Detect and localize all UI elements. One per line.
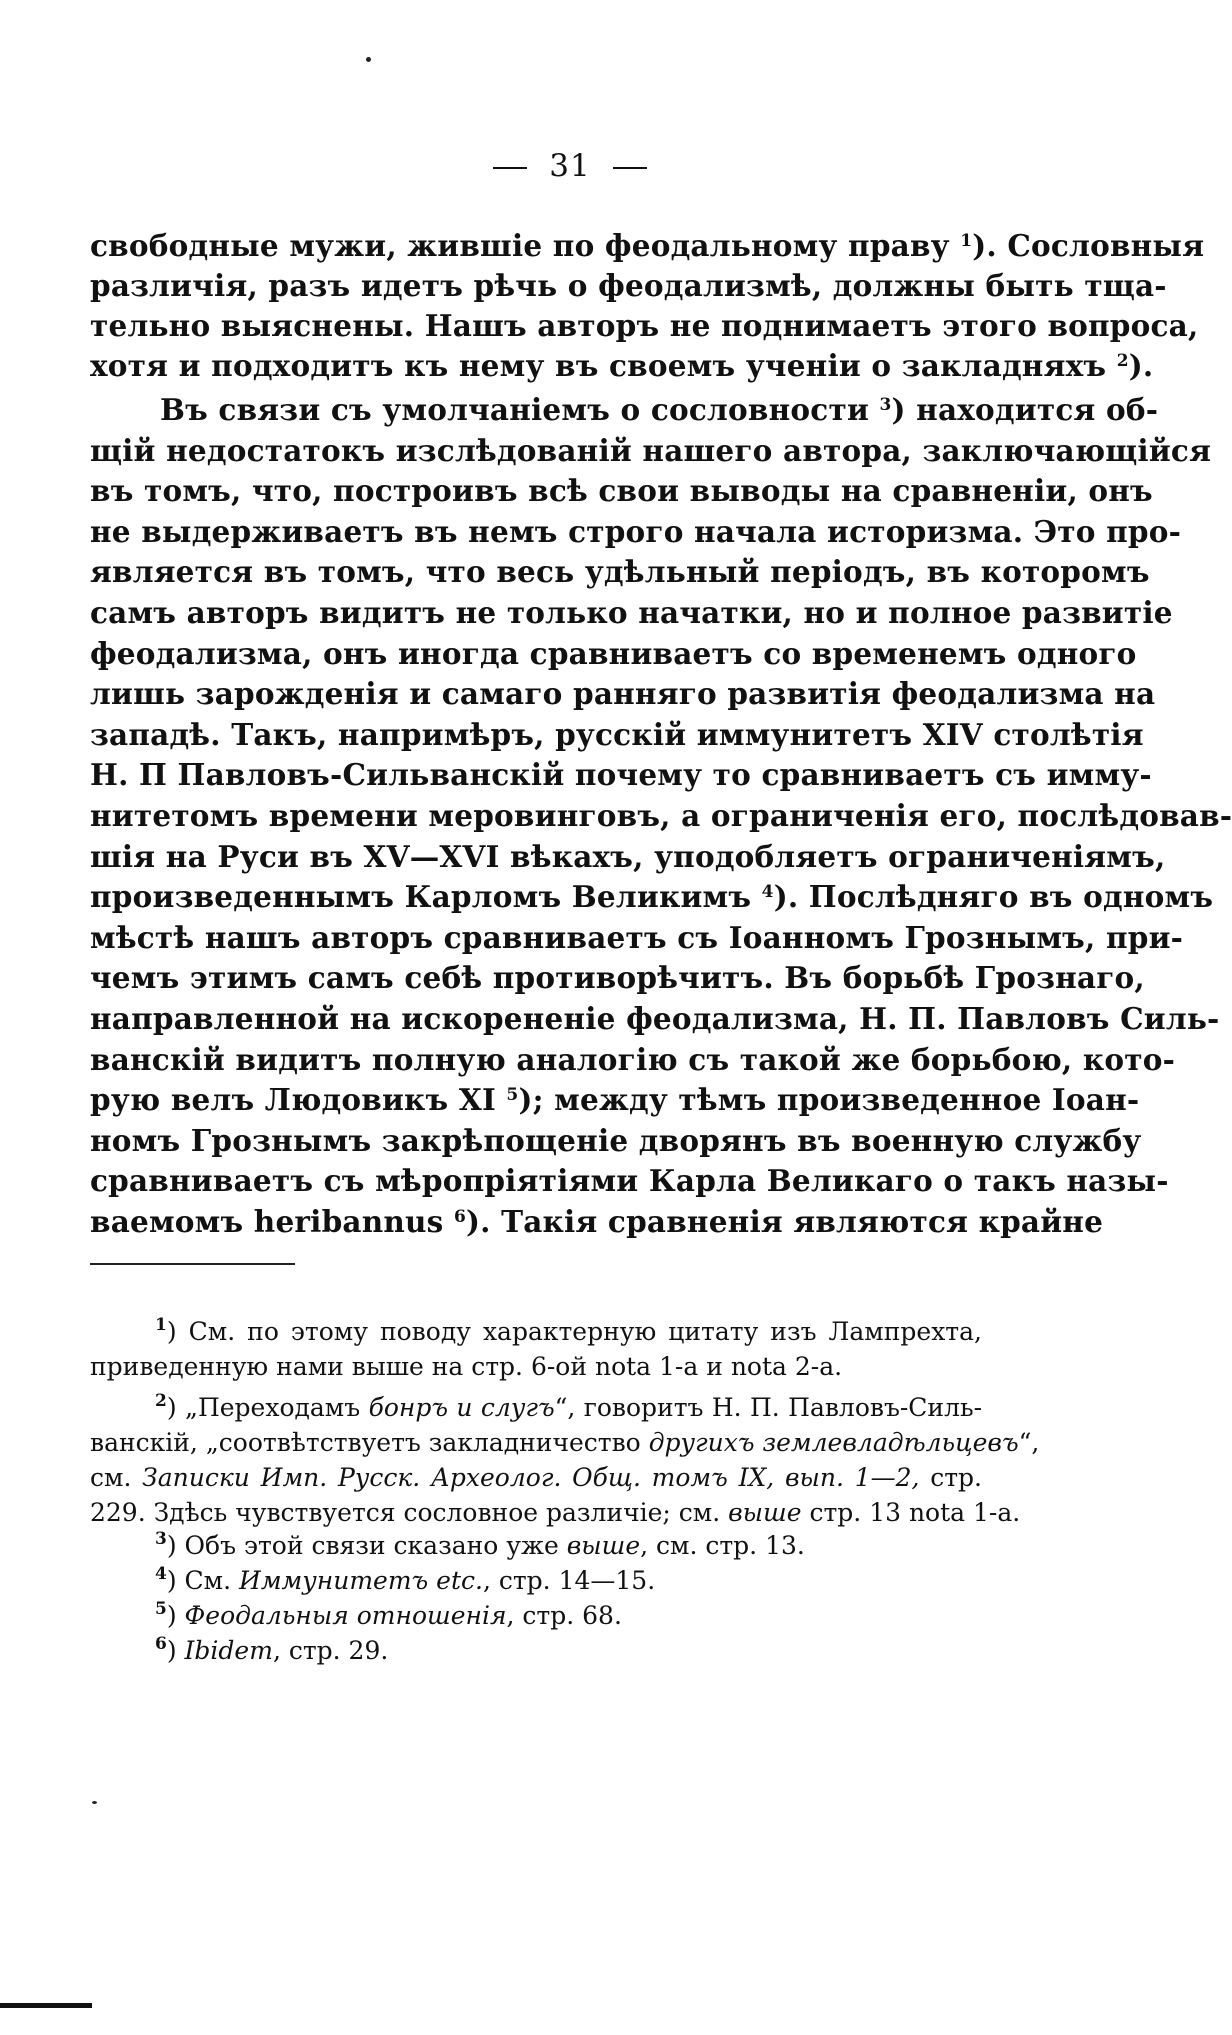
footnote-reference: 3 (879, 395, 892, 415)
footnote-reference: 2 (1116, 351, 1129, 371)
text-line (90, 755, 1152, 796)
footnote-italic: бонръ и слугъ (368, 1393, 555, 1422)
text-line (90, 431, 1212, 472)
footnote-text: “, говоритъ Н. П. Павловъ-Силь- (554, 1393, 983, 1422)
text-span: шія на Руси въ XV—XVI вѣкахъ, уподобляетъ ограниченіямъ, (90, 838, 1166, 874)
text-span: ). Послѣдняго въ одномъ (773, 879, 1214, 915)
footnote-text: стр. (919, 1463, 983, 1492)
text-span: Въ связи съ умолчаніемъ о сословности (160, 392, 880, 427)
text-line (90, 715, 1144, 756)
text-span: нитетомъ времени меровинговъ, а ограниченія его, послѣдовав- (90, 797, 1232, 833)
text-span: чемъ этимъ самъ себѣ противорѣчитъ. Въ борьбѣ Грознаго, (90, 960, 1145, 996)
footnote-italic: Записки Имп. Русск. Археолог. Общ. томъ IX, вып. 1—2, (142, 1463, 920, 1492)
footnote-3 (90, 1528, 982, 1563)
text-span: феодализма, онъ иногда сравниваетъ со временемъ одного (90, 635, 1137, 671)
footnote-separator (90, 1263, 295, 1265)
footnote-reference: 5 (506, 1085, 519, 1106)
footnote-marker: 5 (155, 1599, 167, 1619)
text-span: Н. П Павловъ-Сильванскій почему то сравниваетъ съ имму- (90, 757, 1152, 793)
text-line (90, 1080, 1140, 1121)
footnote-text: , стр. 29. (272, 1636, 389, 1665)
footnote-italic: выше (566, 1531, 641, 1560)
footnote-text: , стр. 14—15. (482, 1566, 656, 1595)
text-line (90, 346, 1154, 386)
footnote-text: 229. Здѣсь чувствуется сословное различіе; см. (90, 1498, 729, 1527)
page-number-dash-left (493, 167, 527, 169)
footnote-line (90, 1563, 982, 1598)
text-line (90, 999, 1220, 1040)
footnote-paren: ) (166, 1566, 185, 1595)
footnote-4 (90, 1563, 982, 1598)
footnote-marker: 6 (155, 1634, 167, 1654)
footnote-italic: Ibidem (184, 1636, 273, 1665)
text-span: ванскій видитъ полную аналогію съ такой же борьбою, кото- (90, 1041, 1176, 1077)
footnote-line (90, 1425, 1040, 1460)
text-span: номъ Грознымъ закрѣпощеніе дворянъ въ военную службу (90, 1122, 1142, 1158)
text-line (90, 958, 1145, 999)
footnote-line (90, 1598, 982, 1633)
text-line (90, 390, 1159, 431)
print-speck (366, 57, 371, 62)
footnote-paren: ) (166, 1317, 189, 1346)
paragraph-2 (90, 390, 1232, 1242)
page-number-dash-right (613, 167, 647, 169)
text-span: является въ томъ, что весь удѣльный періодъ, въ которомъ (90, 554, 1150, 590)
text-line (90, 306, 1199, 346)
text-span: ) находится об- (891, 392, 1159, 427)
text-span: рую велъ Людовикъ XI (90, 1082, 507, 1118)
text-line (90, 634, 1137, 675)
print-speck (92, 1801, 97, 1804)
text-span: сравниваетъ съ мѣропріятіями Карла Великаго о такъ назы- (90, 1163, 1169, 1199)
footnote-line (90, 1390, 982, 1425)
footnote-text: “, (1018, 1428, 1040, 1457)
text-span: различія, разъ идетъ рѣчь о феодализмѣ, должны быть тща- (90, 268, 1167, 303)
text-line (90, 471, 1153, 512)
text-span: ). (1128, 348, 1154, 383)
text-span: самъ авторъ видитъ не только начатки, но и полное развитіе (90, 594, 1173, 630)
text-span: лишь зарожденія и самаго ранняго развитія феодализма на (90, 676, 1156, 712)
text-line (90, 1121, 1142, 1162)
text-span: въ томъ, что, построивъ всѣ свои выводы на сравненіи, онъ (90, 473, 1153, 509)
footnote-line (90, 1314, 982, 1349)
footnote-text: стр. 13 nota 1-а. (801, 1498, 1021, 1527)
footnote-line (90, 1528, 982, 1563)
text-line (90, 1202, 1104, 1243)
footnote-paren: ) (166, 1601, 185, 1630)
footnote-marker: 3 (155, 1529, 167, 1549)
footnote-line (90, 1633, 982, 1668)
footnote-reference: 4 (761, 882, 774, 903)
footnote-paren: ) (166, 1393, 185, 1422)
text-span: не выдерживаетъ въ немъ строго начала историзма. Это про- (90, 513, 1182, 549)
footnote-text: , см. стр. 13. (640, 1531, 805, 1560)
text-span: направленной на искорененіе феодализма, Н. П. Павловъ Силь- (90, 1000, 1220, 1036)
footnote-italic: другихъ землевладѣльцевъ (648, 1428, 1019, 1457)
text-span: ). Сословныя (972, 228, 1205, 263)
text-line (90, 552, 1150, 593)
footnote-italic: Феодальныя отношенія (184, 1601, 507, 1630)
footnote-6 (90, 1633, 982, 1668)
text-span: мѣстѣ нашъ авторъ сравниваетъ съ Іоанномъ Грознымъ, при- (90, 919, 1184, 955)
footnote-text: приведенную нами выше на стр. 6-ой nota 1-а и nota 2-а. (90, 1352, 843, 1381)
footnote-marker: 2 (155, 1391, 167, 1411)
text-span: западѣ. Такъ, напримѣръ, русскій иммунитетъ XIV столѣтія (90, 716, 1144, 752)
text-span: щій недостатокъ изслѣдованій нашего автора, заключающійся (90, 432, 1212, 468)
footnote-italic: выше (728, 1498, 802, 1527)
page-number-value: 31 (549, 148, 591, 184)
text-span: ваемомъ heribannus (90, 1203, 454, 1239)
text-line (90, 674, 1156, 715)
text-span: тельно выяснены. Нашъ авторъ не поднимаетъ этого вопроса, (90, 308, 1199, 343)
footnote-text: см. (90, 1463, 143, 1492)
text-line (90, 266, 1167, 306)
paragraph-1 (90, 226, 1205, 386)
text-line (90, 837, 1166, 878)
text-span: хотя и подходитъ къ нему въ своемъ ученіи о закладняхъ (90, 348, 1117, 383)
footnote-line (90, 1495, 1021, 1530)
footnote-line (90, 1349, 982, 1384)
footnote-italic: Иммунитетъ etc. (239, 1566, 483, 1595)
margin-mark (0, 2003, 92, 2008)
text-span: свободные мужи, жившіе по феодальному праву (90, 228, 961, 263)
footnote-line (90, 1460, 982, 1495)
footnote-marker: 4 (155, 1564, 167, 1584)
footnote-paren: ) (166, 1531, 185, 1560)
footnote-text: , стр. 68. (506, 1601, 622, 1630)
text-line (90, 1161, 1169, 1202)
footnote-text: См. по этому поводу характерную цитату изъ Лампрехта, (188, 1317, 982, 1346)
footnote-text: См. (184, 1566, 240, 1595)
footnote-2 (90, 1390, 1040, 1530)
footnote-paren: ) (166, 1636, 185, 1665)
text-line (90, 1040, 1176, 1081)
footnote-reference: 6 (453, 1206, 466, 1227)
text-line (90, 877, 1214, 918)
text-line (90, 226, 1205, 266)
footnote-1 (90, 1314, 982, 1384)
footnote-text: „Переходамъ (185, 1393, 369, 1422)
text-span: произведеннымъ Карломъ Великимъ (90, 879, 762, 915)
footnote-text: Объ этой связи сказано уже (184, 1531, 567, 1560)
text-span: ); между тѣмъ произведенное Іоан- (518, 1082, 1140, 1118)
footnote-text: ванскій, „соотвѣтствуетъ закладничество (90, 1428, 649, 1457)
footnote-5 (90, 1598, 982, 1633)
footnote-marker: 1 (155, 1315, 167, 1335)
text-line (90, 512, 1182, 553)
text-line (90, 593, 1173, 634)
text-line (90, 918, 1184, 959)
text-span: ). Такія сравненія являются крайне (465, 1203, 1104, 1239)
text-line (90, 796, 1232, 837)
page-number (0, 148, 1140, 184)
footnote-reference: 1 (960, 231, 973, 251)
